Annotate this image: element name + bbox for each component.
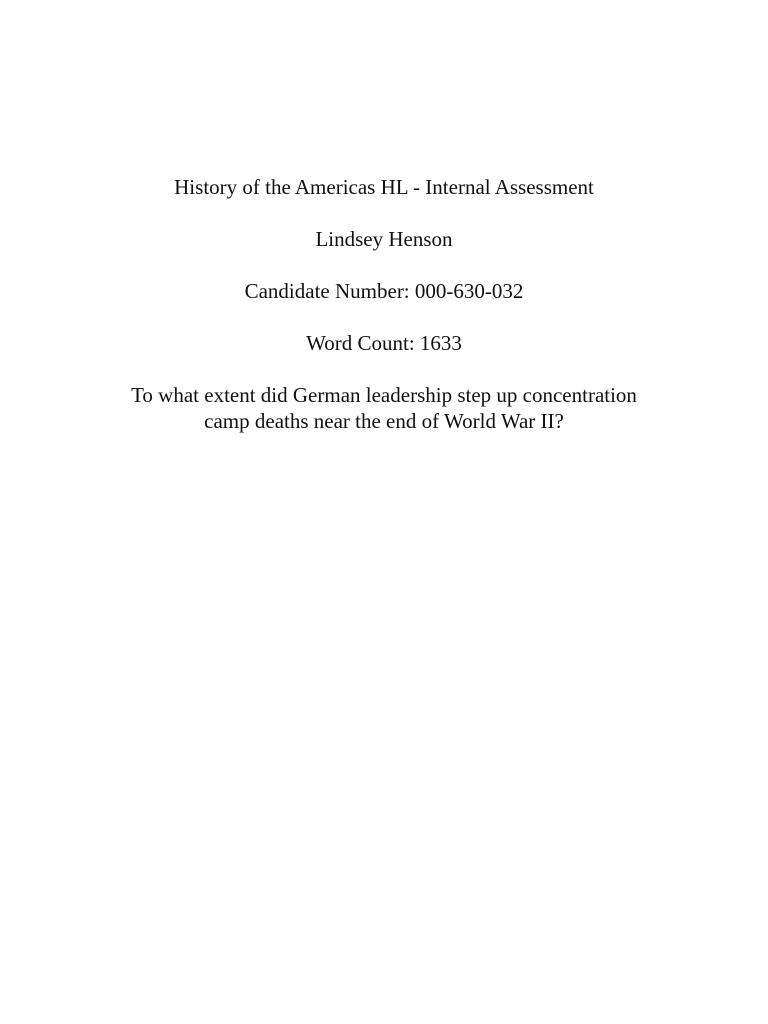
research-question bbox=[0, 382, 768, 434]
candidate-number: Candidate Number: 000-630-032 bbox=[244, 279, 524, 303]
title-page-block bbox=[0, 174, 768, 434]
author-name: Lindsey Henson bbox=[315, 227, 453, 251]
word-count: Word Count: 1633 bbox=[306, 331, 462, 355]
research-question-line-2: camp deaths near the end of World War II? bbox=[204, 409, 564, 433]
research-question-line-1: To what extent did German leadership step up concentration bbox=[131, 383, 637, 407]
course-title: History of the Americas HL - Internal Assessment bbox=[174, 175, 594, 199]
